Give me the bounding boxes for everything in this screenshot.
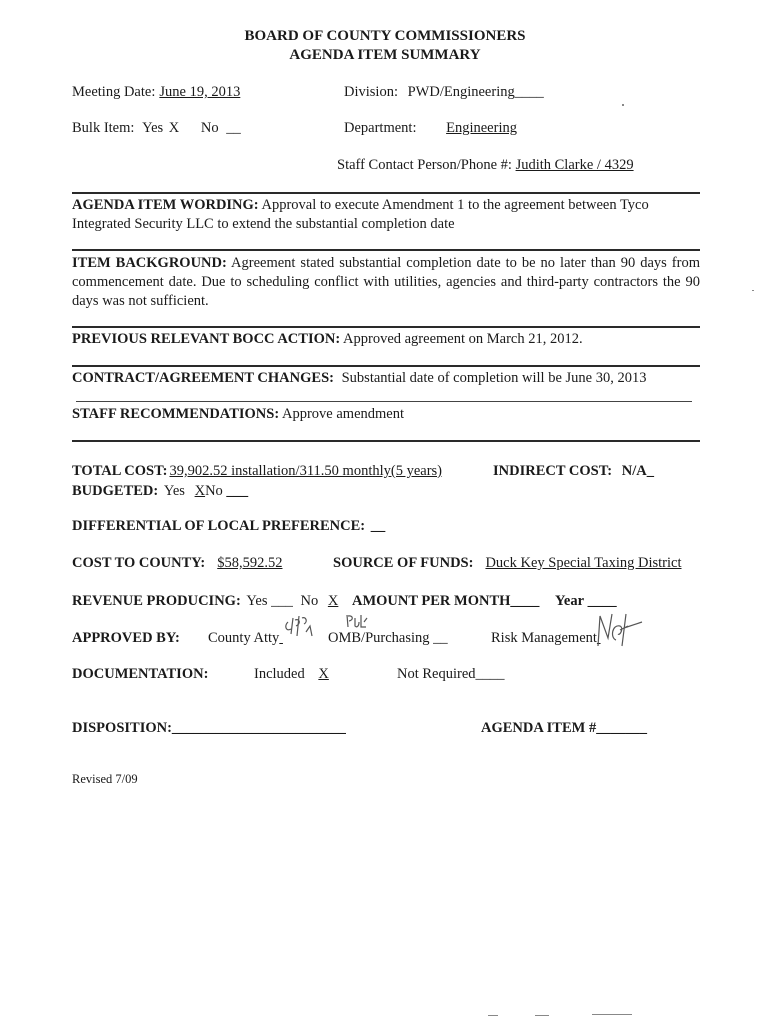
division-fill: ____ xyxy=(514,84,544,100)
scan-speck xyxy=(752,290,754,291)
revenue-no-mark: X xyxy=(327,593,339,609)
included-mark: X xyxy=(318,666,329,682)
disposition-field xyxy=(72,720,346,737)
scan-speck xyxy=(592,1014,632,1015)
revenue-producing-field xyxy=(72,593,617,610)
divider xyxy=(72,326,700,328)
amount-per-month-label: AMOUNT PER MONTH xyxy=(351,593,511,609)
bulk-no-label: No xyxy=(200,120,219,136)
cost-to-county-value: $58,592.52 xyxy=(217,555,283,571)
wording-text-line-2: Integrated Security LLC to extend the substantial completion date xyxy=(72,216,455,232)
differential-field xyxy=(72,518,385,535)
division-value: PWD/Engineering xyxy=(407,84,515,100)
bulk-no-blank: __ xyxy=(226,120,241,136)
revenue-no-label: No xyxy=(300,593,319,609)
meeting-date-field xyxy=(72,84,240,101)
divider xyxy=(76,401,692,402)
total-cost-value: 39,902.52 installation/311.50 monthly(5 years) xyxy=(169,463,443,479)
staff-rec-text: Approve amendment xyxy=(282,406,405,422)
staff-contact-value: Judith Clarke / 4329 xyxy=(515,157,634,173)
year-label: Year xyxy=(555,593,585,609)
risk-management-initials xyxy=(594,610,646,650)
budgeted-no-blank: ___ xyxy=(226,483,249,499)
documentation-label: DOCUMENTATION: xyxy=(72,666,209,682)
omb-blank: __ xyxy=(433,630,448,646)
source-of-funds-value: Duck Key Special Taxing District xyxy=(485,555,682,571)
budgeted-field xyxy=(72,483,248,500)
amount-per-month-blank: ____ xyxy=(510,593,540,609)
budgeted-no-label: No xyxy=(205,483,223,499)
year-blank: ____ xyxy=(587,593,617,609)
differential-blank: __ xyxy=(370,518,386,534)
scan-speck xyxy=(622,104,624,106)
not-required-blank: ____ xyxy=(475,666,505,682)
divider xyxy=(72,440,700,442)
revenue-label: REVENUE PRODUCING: xyxy=(72,593,241,609)
staff-contact-field xyxy=(337,157,634,174)
background-label: ITEM BACKGROUND: xyxy=(72,255,227,271)
bulk-yes-mark: X xyxy=(168,120,180,136)
staff-recommendations xyxy=(72,406,404,423)
divider xyxy=(72,192,700,194)
not-required-label: Not Required xyxy=(397,666,476,682)
cost-to-county-field xyxy=(72,555,282,572)
indirect-cost-field xyxy=(493,463,654,480)
contract-text: Substantial date of completion will be June 30, 2013 xyxy=(341,370,647,386)
document-title: BOARD OF COUNTY COMMISSIONERS xyxy=(244,28,526,44)
cost-to-county-label: COST TO COUNTY: xyxy=(72,555,206,571)
indirect-cost-value: N/A_ xyxy=(621,463,654,479)
documentation-not-required-field xyxy=(397,666,505,683)
revised-note: Revised 7/09 xyxy=(72,772,138,786)
indirect-cost-label: INDIRECT COST: xyxy=(493,463,613,479)
budgeted-yes-mark: X xyxy=(194,483,206,499)
meeting-date-value: June 19, 2013 xyxy=(159,84,241,100)
documentation-included-field xyxy=(254,666,338,683)
revenue-yes-blank: ___ xyxy=(271,593,293,609)
disposition-blank: ________________________ xyxy=(171,720,346,736)
staff-contact-label: Staff Contact Person/Phone #: xyxy=(337,157,512,173)
divider xyxy=(72,365,700,367)
background-text: Agreement stated substantial completion date to be no later than 90 days from commencement date. Due to scheduling conflict with utilities, agencies and third-party contractors the 90 days was not sufficient. xyxy=(72,255,700,309)
previous-bocc-action xyxy=(72,331,583,348)
scan-speck xyxy=(535,1015,549,1016)
staff-rec-label: STAFF RECOMMENDATIONS: xyxy=(72,406,280,422)
budgeted-label: BUDGETED: xyxy=(72,483,159,499)
agenda-item-number-blank: _______ xyxy=(596,720,647,736)
revenue-yes-label: Yes xyxy=(246,593,268,609)
bulk-yes-label: Yes xyxy=(142,120,164,136)
county-atty-label: County Atty xyxy=(208,630,280,646)
previous-label: PREVIOUS RELEVANT BOCC ACTION: xyxy=(72,331,341,347)
risk-management-label: Risk Management xyxy=(491,630,597,646)
agenda-item-wording xyxy=(72,197,649,214)
department-value: Engineering xyxy=(446,120,517,136)
total-cost-label: TOTAL COST: xyxy=(72,463,168,479)
disposition-label: DISPOSITION: xyxy=(72,720,172,736)
bulk-item-field xyxy=(72,120,241,137)
item-background xyxy=(72,254,700,311)
source-of-funds-label: SOURCE OF FUNDS: xyxy=(333,555,474,571)
omb-label: OMB/Purchasing xyxy=(328,630,430,646)
scan-speck xyxy=(488,1015,498,1016)
division-label: Division: xyxy=(344,84,398,100)
bulk-item-label: Bulk Item: xyxy=(72,120,135,136)
differential-label: DIFFERENTIAL OF LOCAL PREFERENCE: xyxy=(72,518,366,534)
included-label: Included xyxy=(254,666,305,682)
department-label: Department: xyxy=(344,120,417,136)
contract-label: CONTRACT/AGREEMENT CHANGES: xyxy=(72,370,334,386)
contract-changes xyxy=(72,370,646,387)
division-field xyxy=(344,84,544,101)
agenda-item-number-label: AGENDA ITEM # xyxy=(481,720,597,736)
previous-text: Approved agreement on March 21, 2012. xyxy=(343,331,583,347)
agenda-item-number-field xyxy=(481,720,647,737)
divider xyxy=(72,249,700,251)
county-atty-initials xyxy=(282,612,316,648)
budgeted-yes-label: Yes xyxy=(163,483,185,499)
department-field xyxy=(344,120,521,137)
total-cost-field xyxy=(72,463,442,480)
meeting-date-label: Meeting Date: xyxy=(72,84,156,100)
approved-by-label: APPROVED BY: xyxy=(72,630,180,646)
wording-text: Approval to execute Amendment 1 to the agreement between Tyco xyxy=(261,197,649,213)
document-subtitle: AGENDA ITEM SUMMARY xyxy=(289,47,481,63)
wording-label: AGENDA ITEM WORDING: xyxy=(72,197,259,213)
omb-initials xyxy=(345,612,371,630)
omb-field xyxy=(328,630,448,647)
source-of-funds-field xyxy=(333,555,682,572)
